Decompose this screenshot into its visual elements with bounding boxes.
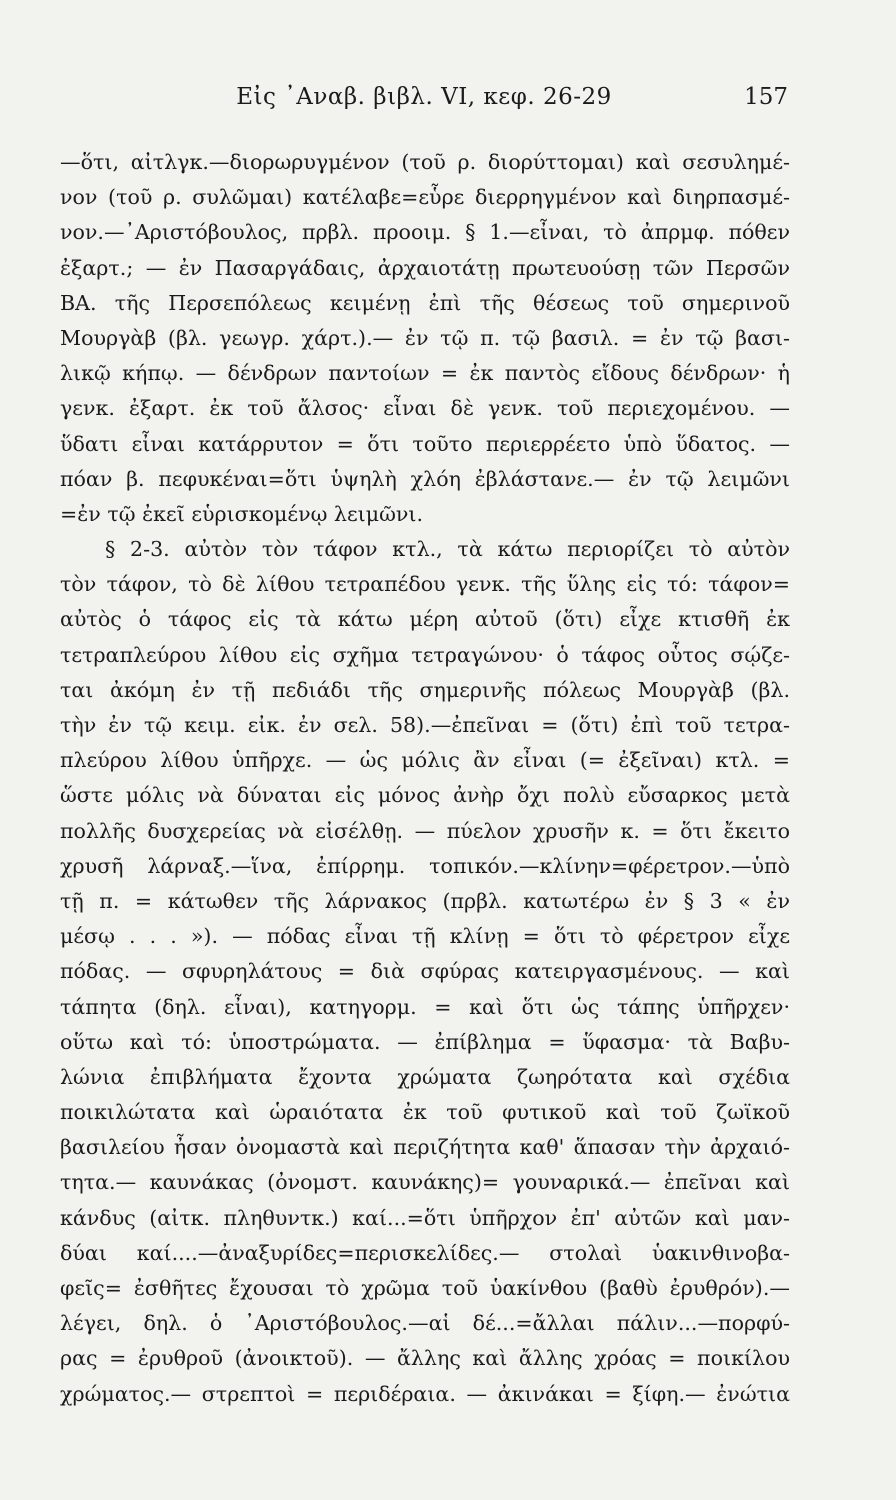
text-line: —ὅτι, αἰτλγκ.—διορωρυγμένον (τοῦ ρ. διορύττομαι) καὶ σεσυλημέ- <box>60 150 790 174</box>
text-line: νον (τοῦ ρ. συλῶμαι) κατέλαβε=εὗρε διερρηγμένον καὶ διηρπασμέ- <box>60 185 790 210</box>
text-line: βασιλείου ἦσαν ὀνομαστὰ καὶ περιζήτητα καθ' ἅπασαν τὴν ἀρχαιό- <box>60 1135 790 1160</box>
running-head-title: Εἰς ᾿Αναβ. βιβλ. VI, κεφ. 26-29 <box>236 84 612 110</box>
text-line: δύαι καί....—ἀναξυρίδες=περισκελίδες.— στολαὶ ὑακινθινοβα- <box>60 1240 790 1265</box>
text-line: τὴν ἐν τῷ κειμ. εἰκ. ἐν σελ. 58).—ἐπεῖναι = (ὅτι) ἐπὶ τοῦ τετρα- <box>60 713 790 737</box>
text-line: ἐξαρτ.; — ἐν Πασαργάδαις, ἀρχαιοτάτῃ πρωτευούσῃ τῶν Περσῶν <box>60 255 790 280</box>
text-line: πολλῆς δυσχερείας νὰ εἰσέλθῃ. — πύελον χρυσῆν κ. = ὅτι ἔκειτο <box>60 818 790 843</box>
text-line: τητα.— καυνάκας (ὀνομστ. καυνάκης)= γουναρικά.— ἐπεῖναι καὶ <box>60 1170 790 1195</box>
text-line: τετραπλεύρου λίθου εἰς σχῆμα τετραγώνου· ὁ τάφος οὗτος σῴζε- <box>60 642 790 667</box>
text-line: ὕδατι εἶναι κατάρρυτον = ὅτι τοῦτο περιερρέετο ὑπὸ ὕδατος. — <box>60 431 790 456</box>
page-number: 157 <box>744 84 788 110</box>
text-line: ΒΑ. τῆς Περσεπόλεως κειμένῃ ἐπὶ τῆς θέσεως τοῦ σημερινοῦ <box>60 290 790 315</box>
text-line: ὥστε μόλις νὰ δύναται εἰς μόνος ἀνὴρ ὄχι πολὺ εὔσαρκος μετὰ <box>60 783 790 808</box>
text-line: =ἐν τῷ ἐκεῖ εὑρισκομένῳ λειμῶνι. <box>60 501 424 526</box>
text-line: Μουργὰβ (βλ. γεωγρ. χάρτ.).— ἐν τῷ π. τῷ βασιλ. = ἐν τῷ βασι- <box>60 325 790 350</box>
text-line: πόαν β. πεφυκέναι=ὅτι ὑψηλὴ χλόη ἐβλάστανε.— ἐν τῷ λειμῶνι <box>60 466 790 491</box>
text-line: χρώματος.— στρεπτοὶ = περιδέραια. — ἀκινάκαι = ξίφη.— ἐνώτια <box>60 1381 790 1406</box>
text-line: φεῖς= ἐσθῆτες ἔχουσαι τὸ χρῶμα τοῦ ὑακίνθου (βαθὺ ἐρυθρόν).— <box>60 1276 790 1300</box>
text-line: πλεύρου λίθου ὑπῆρχε. — ὡς μόλις ἂν εἶναι (= ἐξεῖναι) κτλ. = <box>60 748 790 773</box>
text-line: πόδας. — σφυρηλάτους = διὰ σφύρας κατειργασμένους. — καὶ <box>60 959 790 984</box>
text-line: μέσῳ . . . »). — πόδας εἶναι τῇ κλίνῃ = ὅτι τὸ φέρετρον εἶχε <box>60 924 790 949</box>
text-line: ποικιλώτατα καὶ ὡραιότατα ἐκ τοῦ φυτικοῦ καὶ τοῦ ζωϊκοῦ <box>60 1100 790 1125</box>
text-line: τάπητα (δηλ. εἶναι), κατηγορμ. = καὶ ὅτι ὡς τάπης ὑπῆρχεν· <box>60 994 790 1019</box>
text-line: λώνια ἐπιβλήματα ἔχοντα χρώματα ζωηρότατα καὶ σχέδια <box>60 1064 790 1089</box>
text-line: αὐτὸς ὁ τάφος εἰς τὰ κάτω μέρη αὐτοῦ (ὅτι) εἶχε κτισθῆ ἐκ <box>60 607 790 632</box>
commentary-text <box>60 145 790 1412</box>
text-line: κάνδυς (αἰτκ. πληθυντκ.) καί...=ὅτι ὑπῆρχον ἐπ' αὐτῶν καὶ μαν- <box>60 1205 790 1230</box>
text-line: τὸν τάφον, τὸ δὲ λίθου τετραπέδου γενκ. τῆς ὕλης εἰς τό: τάφον= <box>60 572 790 597</box>
text-line: λέγει, δηλ. ὁ ᾿Αριστόβουλος.—αἱ δέ...=ἄλλαι πάλιν...—πορφύ- <box>60 1311 790 1336</box>
text-line: οὕτω καὶ τό: ὑποστρώματα. — ἐπίβλημα = ὕφασμα· τὰ Βαβυ- <box>60 1029 790 1054</box>
running-head <box>60 84 788 120</box>
text-line: λικῷ κήπῳ. — δένδρων παντοίων = ἐκ παντὸς εἴδους δένδρων· ἡ <box>60 361 790 386</box>
text-line: γενκ. ἐξαρτ. ἐκ τοῦ ἄλσος· εἶναι δὲ γενκ. τοῦ περιεχομένου. — <box>60 396 790 421</box>
text-line: τῇ π. = κάτωθεν τῆς λάρνακος (πρβλ. κατωτέρω ἐν § 3 « ἐν <box>60 888 790 913</box>
text-line: ρας = ἐρυθροῦ (ἀνοικτοῦ). — ἄλλης καὶ ἄλλης χρόας = ποικίλου <box>60 1346 790 1371</box>
text-line: νον.—᾿Αριστόβουλος, πρβλ. προοιμ. § 1.—εἶναι, τὸ ἀπρμφ. πόθεν <box>60 220 790 245</box>
text-line: ται ἀκόμη ἐν τῇ πεδιάδι τῆς σημερινῆς πόλεως Μουργὰβ (βλ. <box>60 677 790 702</box>
text-line: χρυσῆ λάρναξ.—ἵνα, ἐπίρρημ. τοπικόν.—κλίνην=φέρετρον.—ὑπὸ <box>60 853 790 878</box>
section-start-line: § 2-3. αὐτὸν τὸν τάφον κτλ., τὰ κάτω περιορίζει τὸ αὐτὸν <box>105 537 790 562</box>
